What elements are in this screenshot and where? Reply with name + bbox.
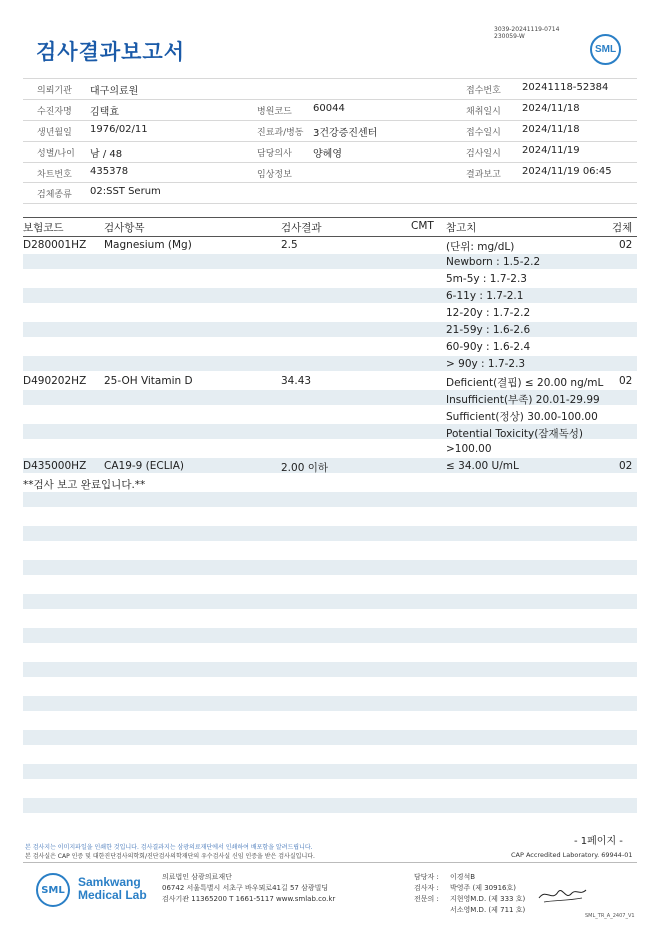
birth-value: 1976/02/11 — [90, 124, 148, 135]
doctor-label: 담당의사 — [257, 149, 292, 159]
cell-ref: > 90y : 1.7-2.3 — [446, 358, 526, 370]
staff-value-1: 박영주 (제 30916호) — [450, 884, 516, 892]
table-stripe — [23, 594, 637, 609]
hospital-code-label: 병원코드 — [257, 107, 292, 117]
cell-ref: Deficient(결핍) ≤ 20.00 ng/mL — [446, 377, 604, 389]
cell-item: 25-OH Vitamin D — [104, 375, 193, 387]
company-name — [78, 876, 147, 902]
cell-item: Magnesium (Mg) — [104, 239, 192, 251]
cell-ref: 6-11y : 1.7-2.1 — [446, 290, 524, 302]
col-header-ref: 참고치 — [446, 222, 477, 234]
table-top-rule — [23, 217, 637, 218]
col-header-cmt: CMT — [411, 220, 434, 232]
table-row — [0, 392, 655, 409]
test-date-label: 검사일시 — [466, 149, 501, 159]
footer-sml-logo — [36, 873, 70, 907]
dept-label: 진료과/병동 — [257, 128, 304, 138]
table-row — [0, 290, 655, 307]
sml-logo — [590, 34, 621, 65]
birth-label: 생년월일 — [37, 128, 72, 138]
table-stripe — [23, 764, 637, 779]
sex-age-value: 남 / 48 — [90, 149, 123, 160]
table-row — [0, 239, 655, 256]
divider — [23, 162, 637, 163]
table-stripe — [23, 798, 637, 813]
staff-label-2: 전문의 : — [414, 895, 439, 903]
table-row — [0, 477, 655, 494]
divider — [23, 203, 637, 204]
doctor-value: 양혜영 — [313, 149, 342, 160]
org-registration: 검사기관 11365200 T 1661-5117 www.smlab.co.kr — [162, 895, 336, 903]
receive-date-value: 2024/11/18 — [522, 124, 580, 135]
cell-ref: Potential Toxicity(잠재독성) — [446, 428, 583, 440]
document-number-line1: 3039-20241119-0714 — [494, 26, 560, 33]
report-title: 검사결과보고서 — [36, 40, 186, 64]
col-header-specimen: 검체 — [612, 222, 633, 234]
staff-value-0: 이경석B — [450, 873, 476, 881]
cell-ref: Sufficient(정상) 30.00-100.00 — [446, 411, 598, 423]
table-row — [0, 460, 655, 477]
company-name-line2: Medical Lab — [78, 888, 147, 902]
table-header-rule — [23, 236, 637, 237]
cell-code: **검사 보고 완료입니다.** — [23, 479, 146, 491]
specimen-value: 02:SST Serum — [90, 186, 161, 197]
cell-ref: (단위: mg/dL) — [446, 241, 515, 253]
receipt-no-value: 20241118-52384 — [522, 82, 609, 93]
table-stripe — [23, 560, 637, 575]
table-row — [0, 443, 655, 460]
table-stripe — [23, 526, 637, 541]
staff-value-2: 지현영M.D. (제 333 호) — [450, 895, 526, 903]
collect-date-value: 2024/11/18 — [522, 103, 580, 114]
cell-ref: 60-90y : 1.6-2.4 — [446, 341, 531, 353]
institution-value: 대구의료원 — [90, 86, 139, 97]
signature — [536, 880, 588, 908]
chart-no-value: 435378 — [90, 166, 129, 177]
name-label: 수진자명 — [37, 107, 72, 117]
table-row — [0, 375, 655, 392]
accreditation-notice: 본 검사실은 CAP 인증 및 대한진단검사의학회/진단검사의학재단의 우수검사실 신임 인증을 받은 검사실입니다. — [25, 853, 315, 860]
cap-accreditation: CAP Accredited Laboratory. 69944-01 — [511, 851, 633, 859]
print-notice: 본 검사지는 이미지파일을 인쇄한 것입니다. 검사결과지는 삼광의료재단에서 인쇄하여 배포함을 알려드립니다. — [25, 844, 313, 851]
cell-specimen: 02 — [619, 239, 633, 251]
dept-value: 3건강증진센터 — [313, 128, 378, 139]
cell-result: 2.5 — [281, 239, 298, 251]
table-stripe — [23, 628, 637, 643]
org-address: 06742 서울특별시 서초구 바우뫼로41길 57 삼광빌딩 — [162, 884, 329, 892]
sex-age-label: 성별/나이 — [37, 149, 75, 159]
table-row — [0, 358, 655, 375]
divider — [23, 99, 637, 100]
cell-ref: 5m-5y : 1.7-2.3 — [446, 273, 527, 285]
cell-ref: Newborn : 1.5-2.2 — [446, 256, 541, 268]
institution-label: 의뢰기관 — [37, 86, 72, 96]
table-row — [0, 256, 655, 273]
org-name: 의료법인 삼광의료재단 — [162, 873, 232, 881]
cell-result: 34.43 — [281, 375, 312, 387]
table-stripe — [23, 696, 637, 711]
report-date-label: 결과보고 — [466, 170, 501, 180]
table-row — [0, 324, 655, 341]
divider — [23, 120, 637, 121]
table-row — [0, 307, 655, 324]
cell-specimen: 02 — [619, 460, 633, 472]
clinical-info-label: 임상정보 — [257, 170, 292, 180]
cell-ref: >100.00 — [446, 443, 492, 455]
staff-value-3: 서소영M.D. (제 711 호) — [450, 906, 526, 914]
form-number: SML_TR_A_2407_V1 — [585, 913, 635, 919]
col-header-result: 검사결과 — [281, 222, 322, 234]
cell-ref: Insufficient(부족) 20.01-29.99 — [446, 394, 600, 406]
cell-code: D280001HZ — [23, 239, 87, 251]
table-stripe — [23, 492, 637, 507]
collect-date-label: 채취일시 — [466, 107, 501, 117]
cell-ref: ≤ 34.00 U/mL — [446, 460, 519, 472]
chart-no-label: 차트번호 — [37, 170, 72, 180]
receipt-no-label: 접수번호 — [466, 86, 501, 96]
table-row — [0, 426, 655, 443]
test-date-value: 2024/11/19 — [522, 145, 580, 156]
report-date-value: 2024/11/19 06:45 — [522, 166, 612, 177]
table-row — [0, 273, 655, 290]
col-header-code: 보험코드 — [23, 222, 64, 234]
cell-specimen: 02 — [619, 375, 633, 387]
cell-item: CA19-9 (ECLIA) — [104, 460, 184, 472]
name-value: 김택효 — [90, 107, 119, 118]
cell-ref: 21-59y : 1.6-2.6 — [446, 324, 531, 336]
cell-result: 2.00 이하 — [281, 462, 329, 474]
footer-divider — [23, 862, 637, 863]
col-header-item: 검사항목 — [104, 222, 145, 234]
cell-ref: 12-20y : 1.7-2.2 — [446, 307, 531, 319]
table-row — [0, 341, 655, 358]
document-number — [494, 26, 559, 40]
footer-sml-logo-text: SML — [41, 884, 65, 896]
sml-logo-text: SML — [594, 44, 617, 55]
table-stripe — [23, 662, 637, 677]
page-number: - 1페이지 - — [574, 836, 623, 847]
staff-label-0: 담당자 : — [414, 873, 439, 881]
table-stripe — [23, 730, 637, 745]
specimen-label: 검체종류 — [37, 190, 72, 200]
document-number-line2: 230059-W — [494, 33, 525, 40]
divider — [23, 78, 637, 79]
receive-date-label: 접수일시 — [466, 128, 501, 138]
cell-code: D435000HZ — [23, 460, 87, 472]
cell-code: D490202HZ — [23, 375, 87, 387]
hospital-code-value: 60044 — [313, 103, 345, 114]
table-row — [0, 409, 655, 426]
company-name-line1: Samkwang — [78, 875, 141, 889]
staff-label-1: 검사자 : — [414, 884, 439, 892]
divider — [23, 141, 637, 142]
divider — [23, 182, 637, 183]
